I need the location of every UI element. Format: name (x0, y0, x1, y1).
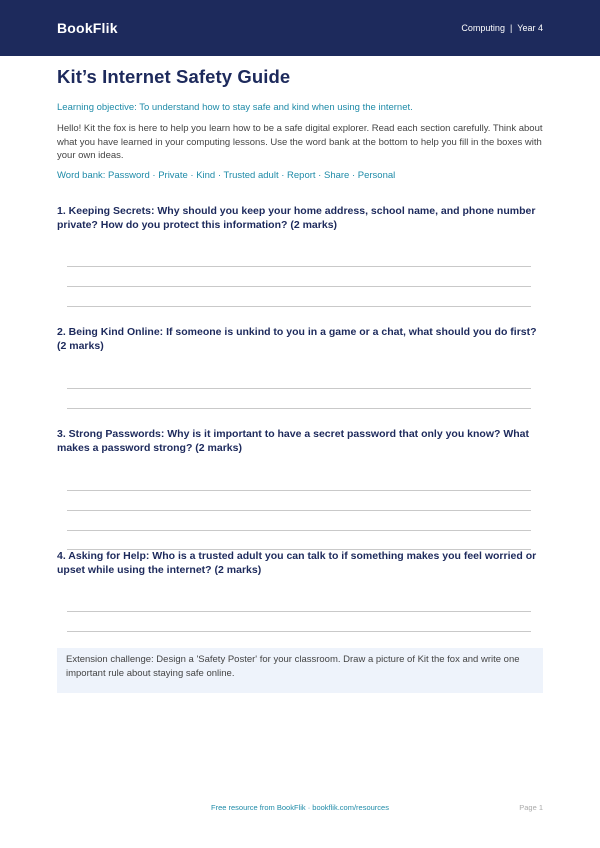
answer-line[interactable] (67, 266, 531, 267)
word-bank: Word bank: Password · Private · Kind · Trusted adult · Report · Share · Personal (57, 169, 396, 181)
extension-challenge: Extension challenge: Design a 'Safety Poster' for your classroom. Draw a picture of Kit the fox and write one important rule about staying safe online. (57, 648, 543, 693)
answer-line[interactable] (67, 631, 531, 632)
intro-section (57, 66, 543, 181)
brand-logo[interactable]: BookFlik (57, 20, 118, 36)
footer-source-link[interactable]: Free resource from BookFlik · bookflik.com/resources (211, 803, 389, 812)
answer-line[interactable] (67, 306, 531, 307)
intro-paragraph: Hello! Kit the fox is here to help you learn how to be a safe digital explorer. Read each section carefully. Think about what you have learned in your computing lessons. Use the word bank at the bottom to help you fill in the boxes with your own ideas. (57, 123, 543, 161)
header-meta (461, 23, 543, 33)
year-label: Year 4 (517, 23, 543, 33)
question-1: 1. Keeping Secrets: Why should you keep your home address, school name, and phone number private? How do you protect this information? (2 marks) (57, 205, 536, 231)
answer-line[interactable] (67, 530, 531, 531)
learning-objective: Learning objective: To understand how to stay safe and kind when using the internet. (57, 102, 413, 113)
question-4: 4. Asking for Help: Who is a trusted adult you can talk to if something makes you feel worried or upset while using the internet? (2 marks) (57, 550, 537, 576)
answer-line[interactable] (67, 408, 531, 409)
page-title: Kit’s Internet Safety Guide (57, 66, 291, 87)
page-number: Page 1 (519, 803, 543, 812)
subject-label: Computing (461, 23, 505, 33)
answer-line[interactable] (67, 510, 531, 511)
answer-line[interactable] (67, 490, 531, 491)
question-2: 2. Being Kind Online: If someone is unkind to you in a game or a chat, what should you do first? (2 marks) (57, 326, 537, 352)
meta-separator: | (509, 23, 513, 33)
answer-line[interactable] (67, 286, 531, 287)
answer-line[interactable] (67, 611, 531, 612)
answer-line[interactable] (67, 388, 531, 389)
page-header (0, 0, 600, 56)
question-3: 3. Strong Passwords: Why is it important to have a secret password that only you know? What makes a password strong? (2 marks) (57, 428, 529, 454)
